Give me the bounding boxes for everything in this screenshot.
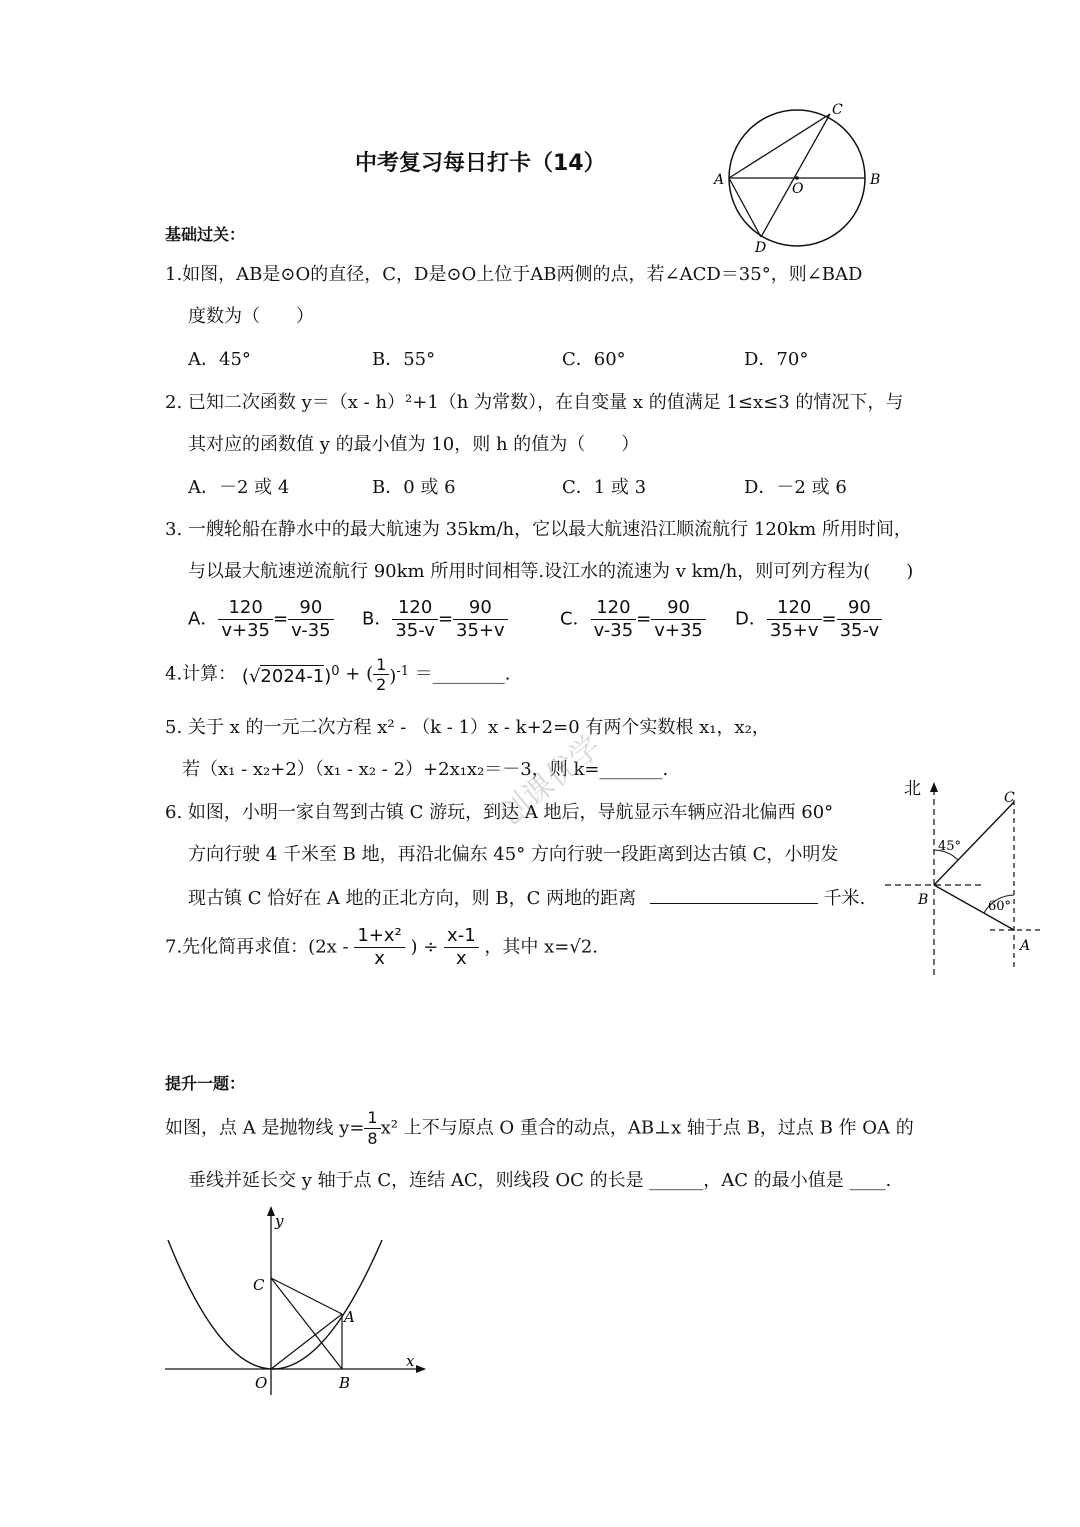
q7-suffix: ，其中 x=√2. xyxy=(484,936,598,958)
q8-parabola-figure xyxy=(160,1200,430,1400)
q3-c-den1: v-35 xyxy=(593,620,634,641)
q3-option-b xyxy=(362,597,508,642)
q3-a-eq: = xyxy=(272,608,289,630)
label-a: A xyxy=(1020,938,1031,954)
north-arrow xyxy=(930,782,938,792)
q6-line2: 方向行驶 4 千米至 B 地，再沿北偏东 45° 方向行驶一段距离到达古镇 C，小明发 xyxy=(188,844,839,865)
label-d: D xyxy=(755,240,767,256)
q2-option-c: C．1 或 3 xyxy=(562,477,647,498)
q3-d-num1: 120 xyxy=(767,597,822,620)
label-north: 北 xyxy=(904,779,921,799)
q3-a-num2: 90 xyxy=(288,597,334,620)
parabola xyxy=(168,1240,382,1369)
q4-exp1: -1 xyxy=(396,664,409,679)
q8-frac-num: 1 xyxy=(364,1108,380,1129)
q1-line1: 1.如图，AB是⊙O的直径，C，D是⊙O上位于AB两侧的点，若∠ACD＝35°，则∠BAD xyxy=(165,264,863,285)
q3-d-den1: 35+v xyxy=(769,620,819,641)
q3-line2: 与以最大航速逆流航行 90km 所用时间相等.设江水的流速为 v km/h，则可列方程为( ) xyxy=(188,561,914,582)
q1-option-c: C．60° xyxy=(562,349,626,370)
q3-d-den2: 35-v xyxy=(839,620,880,641)
q3-b-eq: = xyxy=(437,608,454,630)
label-c: C xyxy=(1004,790,1015,806)
label-60: 60° xyxy=(988,899,1012,914)
q3-option-a xyxy=(188,597,334,642)
q3-option-d-label: D． xyxy=(735,608,767,630)
segment-bc xyxy=(271,1278,342,1369)
q2-option-b: B．0 或 6 xyxy=(372,477,456,498)
q5-line2: 若（x₁ - x₂+2）（x₁ - x₂ - 2）+2x₁x₂＝－3，则 k=_______. xyxy=(182,759,669,780)
section-basic: 基础过关： xyxy=(165,225,246,244)
chord-ac xyxy=(729,114,830,178)
q3-c-den2: v+35 xyxy=(654,620,703,641)
q4-half-num: 1 xyxy=(373,655,389,675)
q2-line2: 其对应的函数值 y 的最小值为 10，则 h 的值为（ ） xyxy=(188,434,640,455)
q4-plus: + xyxy=(345,663,361,685)
q7-mid: ) ÷ xyxy=(410,936,439,958)
q3-option-c xyxy=(560,597,706,642)
label-b: B xyxy=(870,172,881,188)
q6-line3 xyxy=(188,885,865,911)
label-o: O xyxy=(792,181,804,197)
q7-frac2-num: x-1 xyxy=(444,925,479,948)
q3-c-num2: 90 xyxy=(651,597,706,620)
label-b: B xyxy=(339,1374,351,1392)
q4-prefix: 4.计算： xyxy=(165,663,237,685)
q1-line2: 度数为（ ） xyxy=(188,306,314,327)
watermark: 创课优学 xyxy=(493,728,608,833)
q6-direction-figure xyxy=(880,770,1050,980)
q4-radicand: 2024-1 xyxy=(260,666,325,687)
q3-b-num1: 120 xyxy=(392,597,438,620)
q6-line3-text: 现古镇 C 恰好在 A 地的正北方向，则 B，C 两地的距离 xyxy=(188,888,637,909)
y-arrow xyxy=(267,1206,275,1216)
segment-ac xyxy=(271,1278,342,1314)
label-y: y xyxy=(275,1212,284,1230)
chord-cd xyxy=(761,114,830,237)
q2-option-a: A．－2 或 4 xyxy=(188,477,290,498)
q3-a-den1: v+35 xyxy=(221,620,270,641)
q8-line1-b: x² 上不与原点 O 重合的动点，AB⊥x 轴于点 B，过点 B 作 OA 的 xyxy=(380,1117,914,1139)
q4-line: 4.计算： $(√2024-1)^0$ + ( $\frac{1}{2}$ )$^{-1}$ ＝________. xyxy=(165,655,511,694)
label-a: A xyxy=(714,172,725,188)
q3-b-den1: 35-v xyxy=(395,620,435,641)
q4-half-den: 2 xyxy=(376,675,387,694)
q3-line1: 3. 一艘轮船在静水中的最大航速为 35km/h，它以最大航速沿江顺流航行 120km 所用时间， xyxy=(165,519,912,540)
q3-a-num1: 120 xyxy=(218,597,273,620)
q4-exp0: 0 xyxy=(331,664,340,679)
q8-line1-a: 如图，点 A 是抛物线 y= xyxy=(165,1117,365,1139)
section-advanced: 提升一题： xyxy=(165,1074,246,1093)
label-x: x xyxy=(406,1352,415,1370)
q3-a-den2: v-35 xyxy=(291,620,331,641)
q8-frac-den: 8 xyxy=(367,1129,378,1148)
q1-circle-figure xyxy=(705,98,895,258)
q7-frac1-den: x xyxy=(374,948,385,969)
q7-prefix: 7.先化简再求值：(2x - xyxy=(165,936,349,958)
q6-line1: 6. 如图，小明一家自驾到古镇 C 游玩，到达 A 地后，导航显示车辆应沿北偏西 60° xyxy=(165,802,834,823)
q3-d-num2: 90 xyxy=(837,597,883,620)
q7-frac1-num: 1+x² xyxy=(354,925,404,948)
x-arrow xyxy=(416,1365,426,1373)
q6-answer-blank xyxy=(650,885,818,904)
q2-option-d: D．－2 或 6 xyxy=(744,477,847,498)
q3-d-eq: = xyxy=(821,608,837,630)
q1-option-b: B．55° xyxy=(372,349,436,370)
q1-option-d: D．70° xyxy=(744,349,809,370)
chord-ad xyxy=(729,178,761,237)
q3-option-a-label: A． xyxy=(188,608,219,630)
q3-c-num1: 120 xyxy=(591,597,637,620)
q3-b-den2: 35+v xyxy=(456,620,505,641)
q3-c-eq: = xyxy=(636,608,652,630)
label-45: 45° xyxy=(938,839,962,854)
q7-frac2-den: x xyxy=(456,948,467,969)
label-a: A xyxy=(344,1308,355,1326)
q8-line2: 垂线并延长交 y 轴于点 C，连结 AC，则线段 OC 的长是 ______，AC 的最小值是 ____. xyxy=(188,1170,892,1191)
page-title: 中考复习每日打卡（14） xyxy=(355,151,606,176)
q5-line1: 5. 关于 x 的一元二次方程 x² - （k - 1）x - k+2=0 有两个实数根 x₁，x₂， xyxy=(165,717,770,738)
label-b: B xyxy=(918,892,929,908)
q4-answer-blank: ＝________. xyxy=(414,663,511,685)
q7-line xyxy=(165,925,598,970)
label-c: C xyxy=(832,102,843,118)
q8-line1 xyxy=(165,1108,914,1149)
q1-option-a: A．45° xyxy=(188,349,251,370)
q3-option-b-label: B． xyxy=(362,608,393,630)
q3-option-d xyxy=(735,597,882,642)
q3-b-num2: 90 xyxy=(453,597,508,620)
q2-line1: 2. 已知二次函数 y＝（x - h）²+1（h 为常数），在自变量 x 的值满足 1≤x≤3 的情况下，与 xyxy=(165,392,904,413)
label-c: C xyxy=(253,1276,265,1294)
segment-oa xyxy=(271,1314,342,1369)
q3-option-c-label: C． xyxy=(560,608,591,630)
label-o: O xyxy=(255,1374,268,1392)
q6-line3-end: 千米. xyxy=(823,888,866,909)
